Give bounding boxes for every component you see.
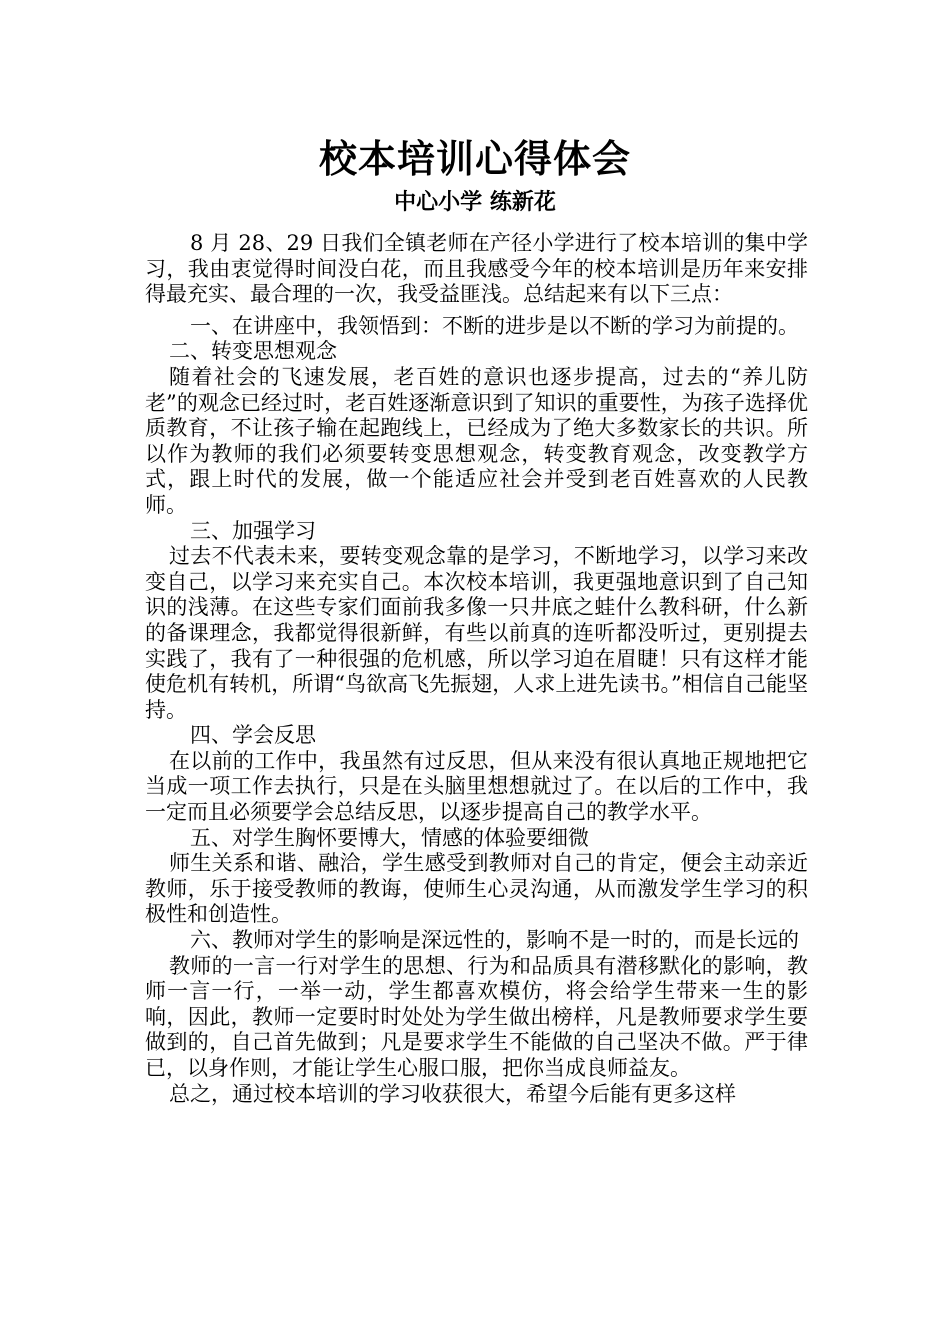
point-five-heading: 五、对学生胸怀要博大，情感的体验要细微 <box>190 825 589 850</box>
point-five-paragraph: 师生关系和谐、融洽，学生感受到教师对自己的肯定，便会主动亲近教师，乐于接受教师的教诲，使师生心灵沟通，从而激发学生学习的积极性和创造性。 <box>145 851 808 927</box>
point-two-paragraph: 随着社会的飞速发展，老百姓的意识也逐步提高，过去的“养儿防老”的观念已经过时，老百姓逐渐意识到了知识的重要性，为孩子选择优质教育，不让孩子输在起跑线上，已经成为了绝大多数家长的共识。所以作为教师的我们必须要转变思想观念，转变教育观念，改变教学方式，跟上时代的发展，做一个能适应社会并受到老百姓喜欢的人民教师。 <box>145 364 808 517</box>
point-four-paragraph: 在以前的工作中，我虽然有过反思，但从来没有很认真地正规地把它当成一项工作去执行，只是在头脑里想想就过了。在以后的工作中，我一定而且必须要学会总结反思，以逐步提高自己的教学水平。 <box>145 748 808 825</box>
point-six-heading: 六、教师对学生的影响是深远性的，影响不是一时的，而是长远的 <box>190 928 799 953</box>
document-body <box>145 231 808 1107</box>
point-two-heading: 二、转变思想观念 <box>169 339 337 364</box>
point-one-heading: 一、在讲座中，我领悟到：不断的进步是以不断的学习为前提的。 <box>190 313 799 338</box>
author-line: 中心小学 练新花 <box>394 190 556 215</box>
point-three-paragraph: 过去不代表未来，要转变观念靠的是学习，不断地学习，以学习来改变自己，以学习来充实自己。本次校本培训，我更强地意识到了自己知识的浅薄。在这些专家们面前我多像一只井底之蛙什么教科研，什么新的备课理念，我都觉得很新鲜，有些以前真的连听都没听过，更别提去实践了，我有了一种很强的危机感，所以学习迫在眉睫！只有这样才能使危机有转机，所谓“鸟欲高飞先振翅，人求上进先读书。”相信自己能坚持。 <box>145 544 808 722</box>
point-six-paragraph: 教师的一言一行对学生的思想、行为和品质具有潜移默化的影响，教师一言一行，一举一动，学生都喜欢模仿，将会给学生带来一生的影响，因此，教师一定要时时处处为学生做出榜样，凡是教师要求学生要做到的，自己首先做到；凡是要求学生不能做的自己坚决不做。严于律已，以身作则，才能让学生心服口服，把你当成良师益友。 <box>145 953 808 1080</box>
intro-paragraph: 8 月 28、29 日我们全镇老师在产径小学进行了校本培训的集中学习，我由衷觉得时间没白花，而且我感受今年的校本培训是历年来安排得最充实、最合理的一次，我受益匪浅。总结起来有以下三点： <box>145 231 808 307</box>
point-four-heading: 四、学会反思 <box>190 723 316 748</box>
conclusion-paragraph: 总之，通过校本培训的学习收获很大，希望今后能有更多这样 <box>169 1081 736 1106</box>
document-title: 校本培训心得体会 <box>318 136 631 181</box>
point-three-heading: 三、加强学习 <box>190 518 316 543</box>
